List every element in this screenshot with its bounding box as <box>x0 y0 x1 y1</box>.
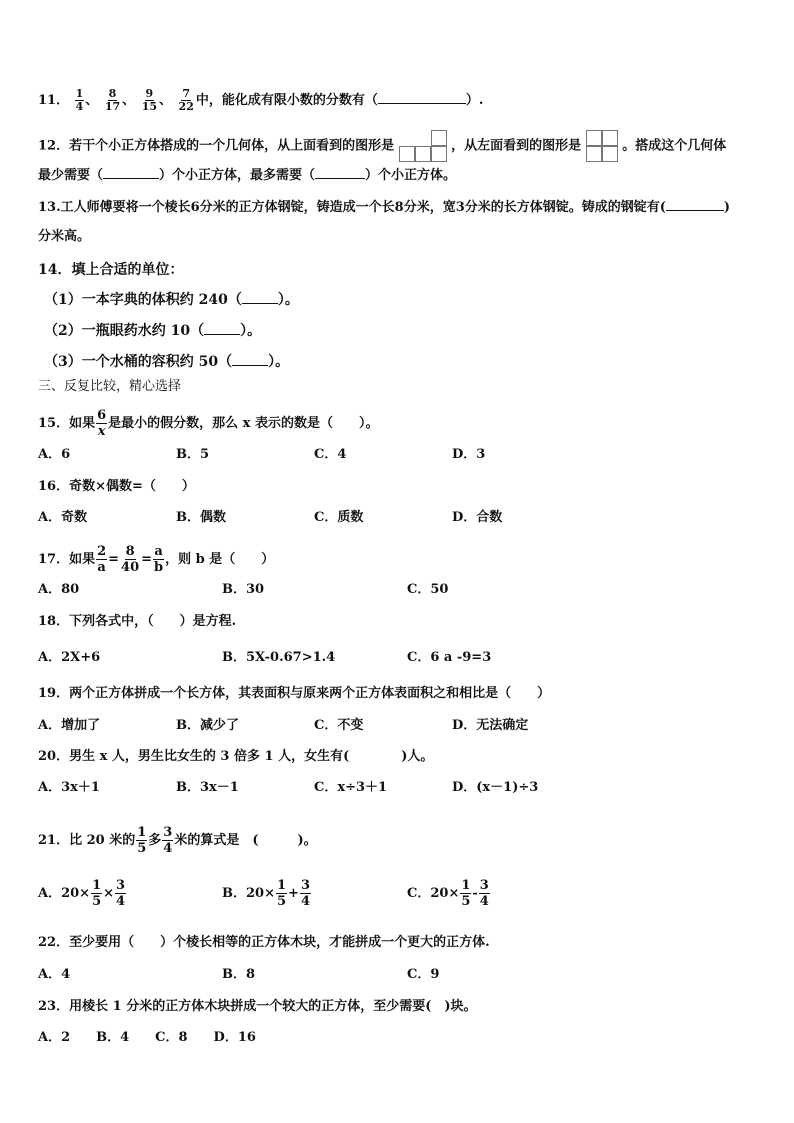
question-18: 18．下列各式中，（ ）是方程. <box>38 614 237 629</box>
fraction: $\frac{2}{a}$ <box>97 544 107 575</box>
fraction: $\frac{8}{40}$ <box>121 544 140 575</box>
option-a[interactable]: A．4 <box>38 967 71 982</box>
fraction: $\frac{6}{x}$ <box>97 408 107 439</box>
fraction: $\frac{1}{5}$ <box>461 878 471 909</box>
answer-blank[interactable] <box>378 91 466 104</box>
fraction: $\frac{7}{22}$ <box>178 87 194 113</box>
fraction: $\frac{3}{4}$ <box>163 825 173 856</box>
question-21: 21．比 20 米的 $\frac{1}{5}$ 多 $\frac{3}{4}$ 米的算式是 ( )。 <box>38 825 317 856</box>
answer-blank[interactable] <box>103 166 159 179</box>
top-view-figure <box>399 130 447 162</box>
question-12-line1: 12．若干个小正方体搭成的一个几何体，从上面看到的图形是 ，从左面看到的图形是 。搭成这个几何体 <box>38 130 726 162</box>
option-c[interactable]: C．50 <box>407 582 449 597</box>
left-view-figure <box>586 130 618 162</box>
fraction: $\frac{1}{5}$ <box>137 825 147 856</box>
question-14-title: 14．填上合适的单位： <box>38 262 184 278</box>
option-a[interactable]: A．6 <box>38 447 71 462</box>
option-b[interactable]: B．3x－1 <box>176 780 239 795</box>
option-d[interactable]: D．3 <box>452 447 486 462</box>
fraction: $\frac{1}{4}$ <box>75 87 84 113</box>
question-15: 15．如果 $\frac{6}{x}$ 是最小的假分数，那么 x 表示的数是（ ）。 <box>38 408 379 439</box>
question-19: 19．两个正方体拼成一个长方体，其表面积与原来两个正方体表面积之和相比是（ ） <box>38 686 551 701</box>
option-b[interactable]: B．30 <box>222 582 265 597</box>
option-a[interactable]: A．80 <box>38 582 80 597</box>
option-b[interactable]: B．8 <box>222 967 256 982</box>
fraction: $\frac{3}{4}$ <box>116 878 126 909</box>
fraction: $\frac{a}{b}$ <box>154 544 164 575</box>
fraction: $\frac{1}{5}$ <box>92 878 102 909</box>
option-a[interactable]: A．3x＋1 <box>38 780 100 795</box>
options-row[interactable]: A．2 B．4 C．8 D．16 <box>38 1030 256 1045</box>
fraction: $\frac{3}{4}$ <box>479 878 489 909</box>
option-c[interactable]: C．不变 <box>314 718 364 733</box>
answer-blank[interactable] <box>315 166 365 179</box>
option-a[interactable]: A．20× $\frac{1}{5}$ × $\frac{3}{4}$ <box>38 878 126 909</box>
answer-blank[interactable] <box>204 322 240 335</box>
section-heading: 三、反复比较，精心选择 <box>38 379 182 394</box>
option-c[interactable]: C．质数 <box>314 510 364 525</box>
question-23: 23．用棱长 1 分米的正方体木块拼成一个较大的正方体，至少需要( )块。 <box>38 999 477 1014</box>
question-17: 17．如果 $\frac{2}{a}$ = $\frac{8}{40}$ = $\frac{a}{b}$ ，则 b 是（ ） <box>38 544 275 575</box>
question-20: 20．男生 x 人，男生比女生的 3 倍多 1 人，女生有( )人。 <box>38 749 434 764</box>
question-14-item3: （3）一个水桶的容积约 50（ ）。 <box>44 354 290 370</box>
question-16: 16．奇数×偶数=（ ） <box>38 479 195 494</box>
question-14-item2: （2）一瓶眼药水约 10（ ）。 <box>44 323 262 339</box>
question-12-line2: 最少需要（ ）个小正方体，最多需要（ ）个小正方体。 <box>38 168 457 183</box>
option-a[interactable]: A．2X+6 <box>38 650 101 665</box>
option-c[interactable]: C．4 <box>314 447 347 462</box>
answer-blank[interactable] <box>242 291 278 304</box>
option-d[interactable]: D．无法确定 <box>452 718 529 733</box>
option-b[interactable]: B．5 <box>176 447 210 462</box>
option-c[interactable]: C．20× $\frac{1}{5}$ - $\frac{3}{4}$ <box>407 878 489 909</box>
option-c[interactable]: C．6 a -9=3 <box>407 650 492 665</box>
question-13-line2: 分米高。 <box>38 229 91 244</box>
option-d[interactable]: D．(x－1)÷3 <box>452 780 539 795</box>
fraction: $\frac{1}{5}$ <box>276 878 287 909</box>
option-b[interactable]: B．20× $\frac{1}{5}$ + $\frac{3}{4}$ <box>222 878 310 909</box>
option-a[interactable]: A．增加了 <box>38 718 101 733</box>
fraction: $\frac{3}{4}$ <box>300 878 310 909</box>
option-b[interactable]: B．偶数 <box>176 510 226 525</box>
option-a[interactable]: A．奇数 <box>38 510 88 525</box>
option-c[interactable]: C．x÷3＋1 <box>314 780 388 795</box>
question-11: 11． $\frac{1}{4}$ 、 $\frac{8}{17}$ 、 $\frac{9}{15}$ 、 $\frac{7}{22}$ 中，能化成有限小数的分数有（ ）. <box>38 87 484 113</box>
question-22: 22．至少要用（ ）个棱长相等的正方体木块，才能拼成一个更大的正方体. <box>38 935 490 950</box>
fraction: $\frac{8}{17}$ <box>104 87 121 113</box>
option-b[interactable]: B．减少了 <box>176 718 239 733</box>
answer-blank[interactable] <box>666 198 724 211</box>
fraction: $\frac{9}{15}$ <box>141 87 157 113</box>
option-b[interactable]: B．5X-0.67>1.4 <box>222 650 336 665</box>
question-13-line1: 13.工人师傅要将一个棱长6分米的正方体钢锭，铸造成一个长8分米，宽3分米的长方体钢锭。铸成的钢锭有( ) <box>38 200 731 215</box>
question-14-item1: （1）一本字典的体积约 240（ ）。 <box>44 292 299 308</box>
option-c[interactable]: C．9 <box>407 967 440 982</box>
option-d[interactable]: D．合数 <box>452 510 503 525</box>
answer-blank[interactable] <box>232 353 268 366</box>
